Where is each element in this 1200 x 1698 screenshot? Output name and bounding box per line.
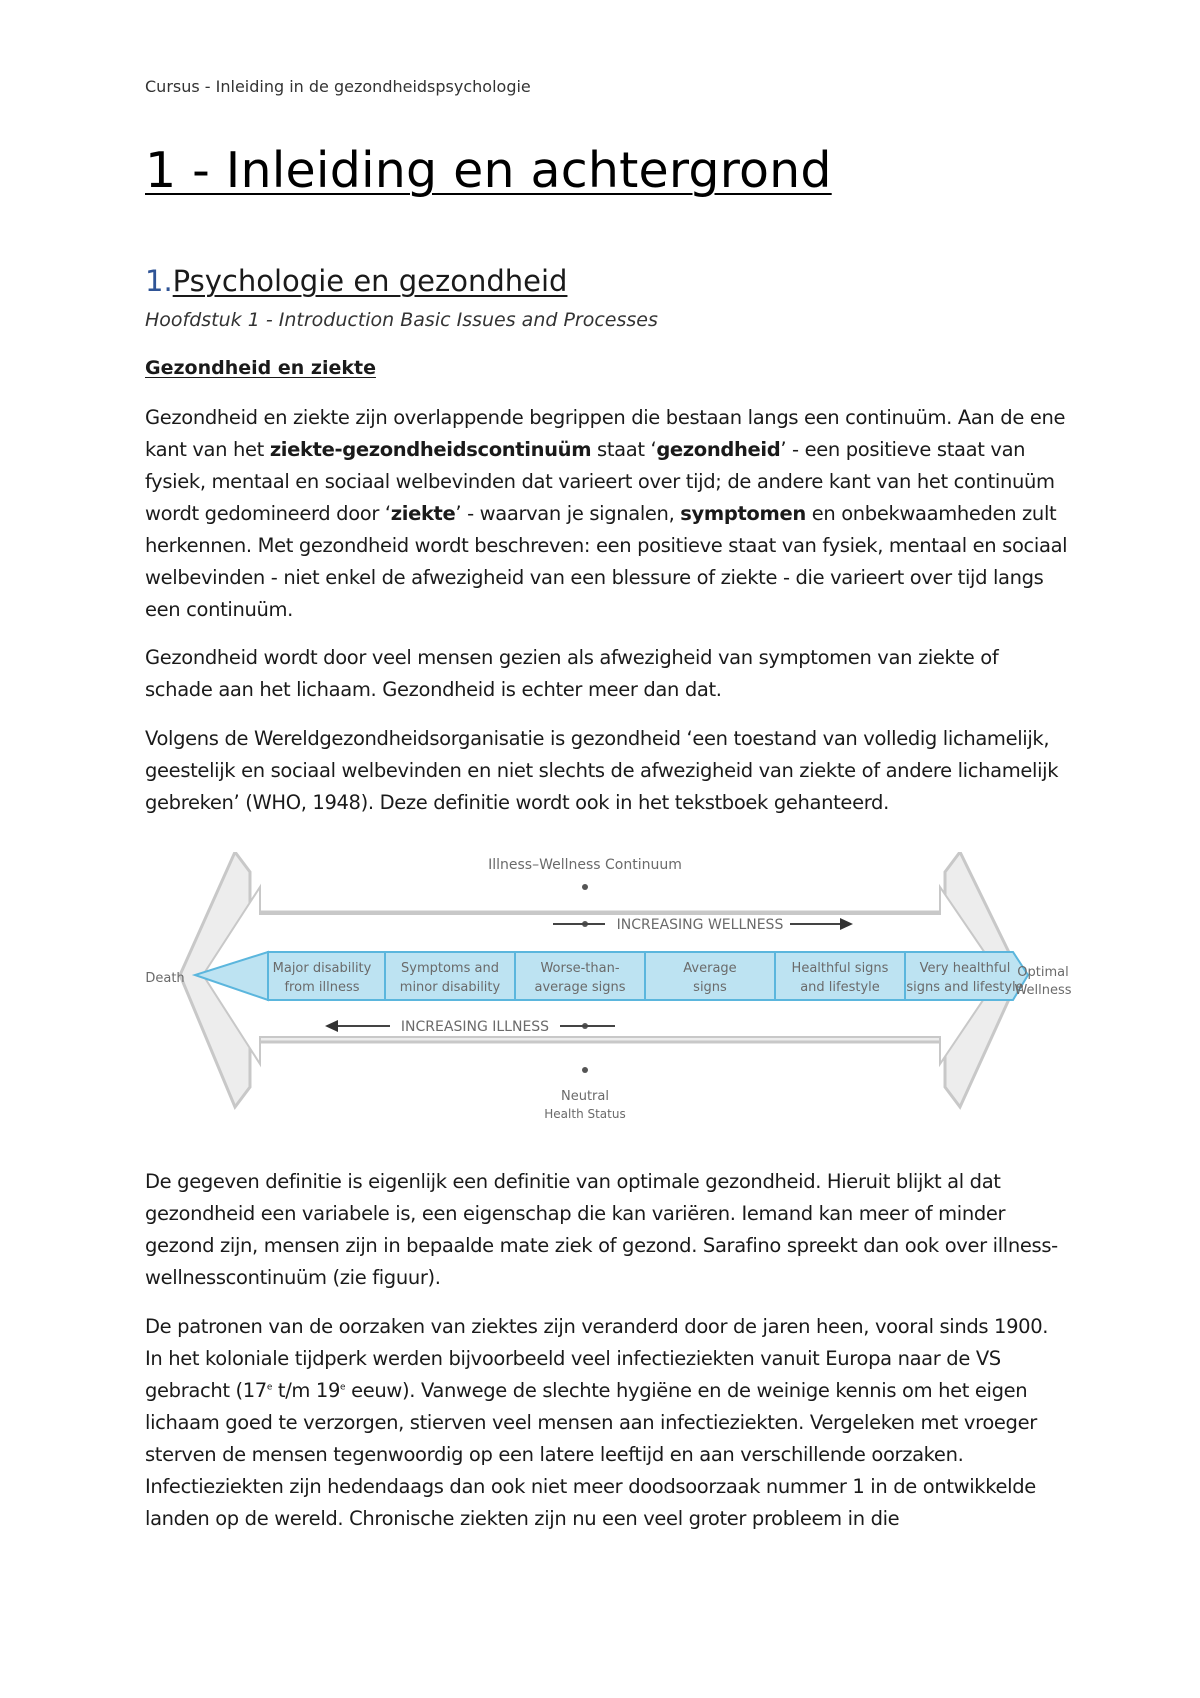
page-title: 1 - Inleiding en achtergrond <box>145 142 832 199</box>
section-heading <box>145 264 567 298</box>
paragraph-4: De gegeven definitie is eigenlijk een definitie van optimale gezondheid. Hieruit blijkt al dat gezondheid een variabele is, een eigenschap die kan variëren. Iemand kan meer of minder gezond zijn, mensen zijn in bepaalde mate ziek of gezond. Sarafino spreekt dan ook over illness-wellnesscontinuüm (zie figuur). <box>145 1170 1058 1289</box>
center-dot <box>582 884 588 890</box>
neutral-label: Neutral <box>561 1089 609 1104</box>
running-header: Cursus - Inleiding in de gezondheidspsychologie <box>145 77 531 96</box>
segment-label: Symptoms and <box>401 961 499 976</box>
text-run: Gezondheid en ziekte zijn overlappende begrippen die bestaan langs een continuüm. Aan de ene kant van het <box>145 406 1066 461</box>
segment-label: from illness <box>284 980 360 995</box>
death-label: Death <box>145 971 185 986</box>
chapter-reference: Hoofdstuk 1 - Introduction Basic Issues and Processes <box>145 309 658 331</box>
text-run: en onbekwaamheden zult herkennen. Met gezondheid wordt beschreven: een positieve staat van fysiek, mentaal en sociaal welbevinden - niet enkel de afwezigheid van een blessure of ziekte - die varieert over tijd langs een continuüm. <box>145 502 1068 621</box>
section-number: 1. <box>145 264 173 298</box>
segment-label: and lifestyle <box>800 980 880 995</box>
segment-label: Average <box>683 961 737 976</box>
text-run: t/m 19 <box>272 1379 341 1402</box>
text-run: ’ - een positieve staat van fysiek, mentaal en sociaal welbevinden dat varieert over tijd; de andere kant van het continuüm wordt gedomineerd door ‘ <box>145 438 1055 525</box>
center-dot <box>582 1067 588 1073</box>
text-run: eeuw). Vanwege de slechte hygiëne en de weinige kennis om het eigen lichaam goed te verzorgen, stierven veel mensen aan infectieziekten. Vergeleken met vroeger sterven de mensen tegenwoordig op een latere leeftijd en aan verschillende oorzaken. Infectieziekten zijn hedendaags dan ook niet meer doodsoorzaak nummer 1 in de ontwikkelde landen op de wereld. Chronische ziekten zijn nu een veel groter probleem in die <box>145 1379 1037 1530</box>
segment-label: signs and lifestyle <box>906 980 1024 995</box>
paragraph-5 <box>145 1311 1070 1535</box>
segment-label: average signs <box>534 980 626 995</box>
text-run: ’ - waarvan je signalen, <box>455 502 681 525</box>
figure-title: Illness–Wellness Continuum <box>488 857 682 873</box>
paragraph-2: Gezondheid wordt door veel mensen gezien als afwezigheid van symptomen van ziekte of schade aan het lichaam. Gezondheid is echter meer dan dat. <box>145 646 999 701</box>
segment-label: Very healthful <box>919 961 1011 976</box>
segment-label: Healthful signs <box>791 961 889 976</box>
subheading: Gezondheid en ziekte <box>145 357 376 379</box>
segment-label: signs <box>693 980 727 995</box>
continuum-diagram <box>135 852 1100 1162</box>
increasing-illness-label: INCREASING ILLNESS <box>400 1019 550 1035</box>
segment-label: Major disability <box>272 961 372 976</box>
illness-wellness-figure <box>135 852 1100 1162</box>
paragraph-1 <box>145 402 1070 626</box>
optimal-label: Optimal <box>1017 965 1069 980</box>
superscript: e <box>266 1382 273 1393</box>
bold-term: gezondheid <box>656 438 781 461</box>
increasing-wellness-label: INCREASING WELLNESS <box>616 917 784 933</box>
bold-term: ziekte <box>390 502 456 525</box>
text-run: De patronen van de oorzaken van ziektes zijn veranderd door de jaren heen, vooral sinds 1900. In het koloniale tijdperk werden bijvoorbeeld veel infectieziekten vanuit Europa naar de VS gebracht (17 <box>145 1315 1049 1402</box>
superscript: e <box>340 1382 346 1393</box>
text-run: staat ‘ <box>591 438 657 461</box>
health-status-label: Health Status <box>544 1107 626 1121</box>
section-title: Psychologie en gezondheid <box>172 264 568 298</box>
segment-label: Worse-than- <box>540 961 620 976</box>
wellness-label: Wellness <box>1014 983 1072 998</box>
paragraph-3: Volgens de Wereldgezondheidsorganisatie is gezondheid ‘een toestand van volledig lichamelijk, geestelijk en sociaal welbevinden en niet slechts de afwezigheid van ziekte of andere lichamelijk gebreken’ (WHO, 1948). Deze definitie wordt ook in het tekstboek gehanteerd. <box>145 727 1059 814</box>
segment-label: minor disability <box>399 980 501 995</box>
bold-term: symptomen <box>680 502 806 525</box>
bold-term: ziekte-gezondheidscontinuüm <box>269 438 592 461</box>
